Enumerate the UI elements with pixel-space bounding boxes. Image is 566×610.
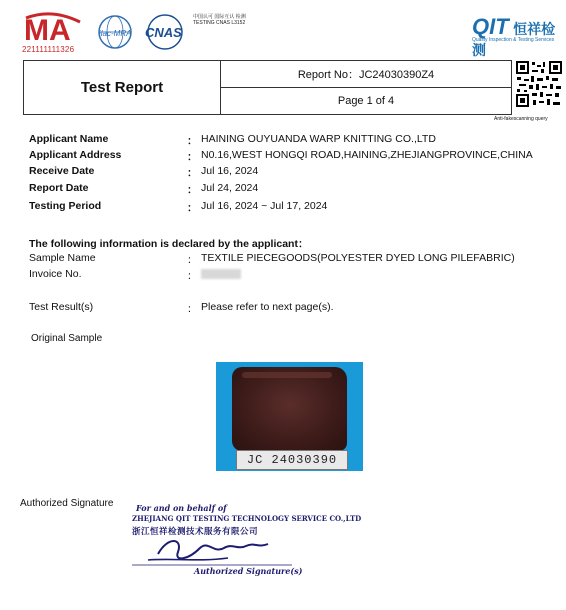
testing-period-value: Jul 16, 2024 ~ Jul 17, 2024 <box>201 200 328 212</box>
sample-photo <box>216 362 363 471</box>
colon: ： <box>187 151 198 163</box>
colon: ： <box>187 254 198 266</box>
declared-heading: The following information is declared by the applicant： <box>29 238 309 250</box>
colon: ： <box>187 202 198 214</box>
stamp-line-2: ZHEJIANG QIT TESTING TECHNOLOGY SERVICE CO.,LTD <box>132 514 362 523</box>
invoice-no-label: Invoice No. <box>29 268 82 280</box>
fabric-fold <box>242 372 332 378</box>
report-date-label: Report Date <box>29 182 89 194</box>
report-title-box <box>23 60 512 115</box>
sample-tag: JC 24030390 <box>236 450 348 470</box>
ilac-mra-logo <box>95 14 135 50</box>
qr-caption: Anti-fakescanning query <box>494 116 548 122</box>
receive-date-label: Receive Date <box>29 165 95 177</box>
qr-code-icon[interactable] <box>515 60 563 108</box>
stamp-line-1: For and on behalf of <box>136 503 227 513</box>
svg-text:CNAS: CNAS <box>145 25 182 40</box>
report-number: Report No：JC24030390Z4 <box>221 61 511 88</box>
applicant-name-label: Applicant Name <box>29 133 109 145</box>
authorized-signature-label: Authorized Signature <box>20 498 114 509</box>
applicant-address-value: N0.16,WEST HONGQI ROAD,HAINING,ZHEJIANGPROVINCE,CHINA <box>201 149 533 161</box>
sample-name-value: TEXTILE PIECEGOODS(POLYESTER DYED LONG PILEFABRIC) <box>201 252 515 264</box>
cnas-logo <box>140 14 190 50</box>
colon: ： <box>187 135 198 147</box>
colon: ： <box>187 270 198 282</box>
stamp-line-3: 浙江恒祥检测技术服务有限公司 <box>132 527 259 537</box>
test-result-value: Please refer to next page(s). <box>201 301 334 313</box>
receive-date-value: Jul 16, 2024 <box>201 165 259 177</box>
applicant-name-value: HAINING OUYUANDA WARP KNITTING CO.,LTD <box>201 133 436 145</box>
qit-brand: QIT <box>472 14 509 39</box>
colon: ： <box>187 167 198 179</box>
fabric-sample <box>232 367 347 451</box>
invoice-no-value <box>201 268 241 280</box>
report-title: Test Report <box>24 61 221 114</box>
stamp-line-4: Authorized Signature(s) <box>194 566 303 576</box>
handwritten-signature <box>128 534 296 568</box>
colon: ： <box>187 303 198 315</box>
cma-number: 221111111326 <box>22 45 75 54</box>
svg-text:ilac-MRA: ilac-MRA <box>99 29 132 38</box>
cnas-caption: 中国认可 国际互认 检测 TESTING CNAS L3152 <box>193 14 246 26</box>
sample-name-label: Sample Name <box>29 252 96 264</box>
original-sample-label: Original Sample <box>31 333 103 344</box>
svg-text:MA: MA <box>24 14 71 47</box>
applicant-address-label: Applicant Address <box>29 149 122 161</box>
qit-tagline: Quality Inspection & Testing Services <box>472 37 555 43</box>
test-result-label: Test Result(s) <box>29 301 94 313</box>
redacted-value <box>201 269 241 279</box>
testing-period-label: Testing Period <box>29 200 102 212</box>
company-stamp <box>128 500 362 580</box>
qit-cn-name: 恒祥检测 <box>472 22 556 59</box>
colon: ： <box>187 184 198 196</box>
report-date-value: Jul 24, 2024 <box>201 182 259 194</box>
page-indicator: Page 1 of 4 <box>337 95 395 107</box>
